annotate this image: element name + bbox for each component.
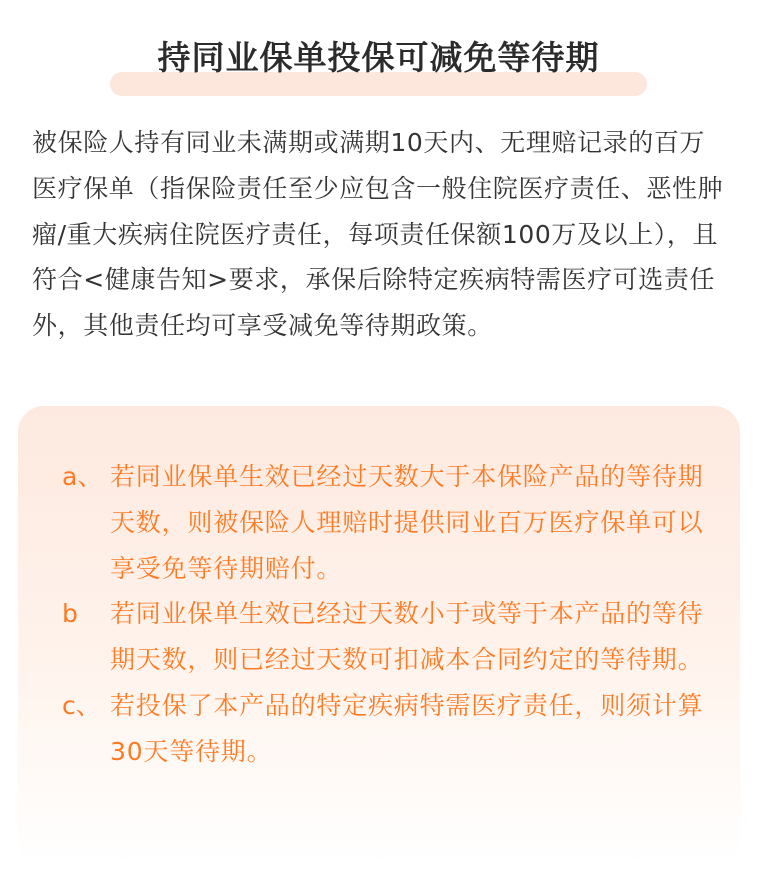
intro-paragraph: 被保险人持有同业未满期或满期10天内、无理赔记录的百万医疗保单（指保险责任至少应包含一般住院医疗责任、恶性肿瘤/重大疾病住院医疗责任，每项责任保额100万及以上），且符合<健康告知>要求，承保后除特定疾病特需医疗可选责任外，其他责任均可享受减免等待期政策。: [32, 128, 724, 341]
list-text-b: 若同业保单生效已经过天数小于或等于本产品的等待期天数，则已经过天数可扣减本合同约定的等待期。: [110, 599, 704, 675]
title-section: [0, 30, 757, 90]
list-item-b: [62, 591, 712, 683]
list-item-a: [62, 454, 712, 591]
list-text-a: 若同业保单生效已经过天数大于本保险产品的等待期天数，则被保险人理赔时提供同业百万医疗保单可以享受免等待期赔付。: [110, 462, 704, 583]
conditions-list: [62, 454, 712, 775]
page-title: 持同业保单投保可减免等待期: [157, 38, 600, 77]
conditions-card: [18, 406, 740, 866]
list-marker-b: b: [62, 599, 78, 629]
list-text-c: 若投保了本产品的特定疾病特需医疗责任，则须计算30天等待期。: [110, 690, 704, 766]
list-marker-a: a、: [62, 462, 103, 491]
list-marker-c: c、: [62, 690, 101, 720]
list-item-c: [62, 683, 712, 775]
